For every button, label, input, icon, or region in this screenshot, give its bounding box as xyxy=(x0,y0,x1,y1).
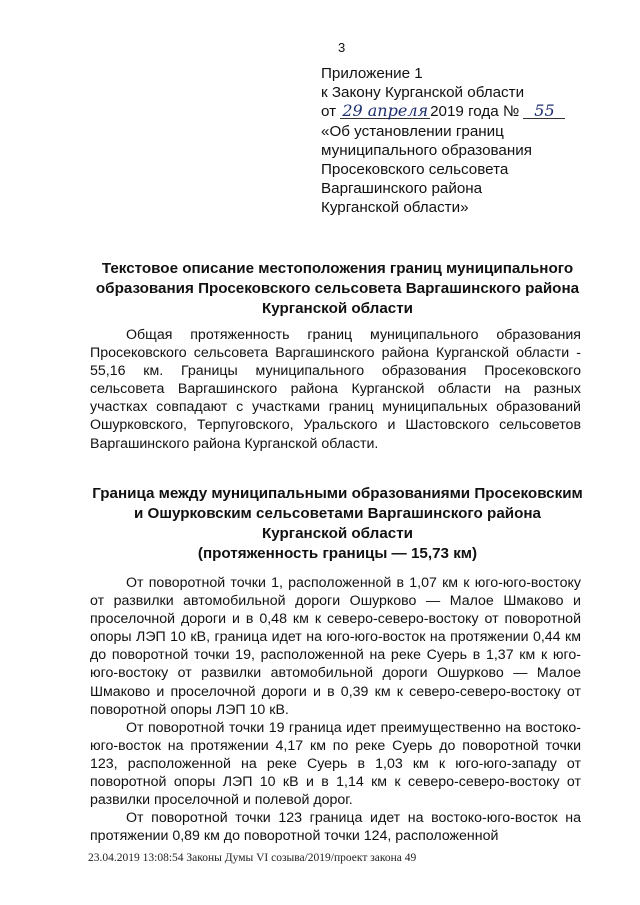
handwritten-number: 55 xyxy=(523,103,565,119)
date-suffix: 2019 года № xyxy=(430,103,520,121)
appendix-line-8: Курганской области» xyxy=(321,199,469,217)
section-body xyxy=(90,574,581,845)
section-title-line-4: (протяженность границы — 15,73 км) xyxy=(197,545,478,562)
body-paragraph: От поворотной точки 1, расположенной в 1,07 км к юго-юго-востоку от развилки автомобильной дороги Ошурково — Малое Шмаково и проселочной дороги и в 0,48 км к северо-северо-востоку от поворотной опоры ЛЭП 10 кВ, граница идет на юго-юго-восток на протяжении 0,44 км до поворотной точки 19, расположенной на реке Суерь в 1,37 км к юго-юго-востоку от развилки автомобильной дороги Ошурково — Малое Шмаково и проселочной дороги и в 0,39 км к северо-северо-востоку от поворотной опоры ЛЭП 10 кВ. xyxy=(90,575,581,718)
date-prefix: от xyxy=(321,103,337,121)
section-title xyxy=(80,484,595,564)
intro-paragraph-block xyxy=(90,326,581,453)
appendix-line-7: Варгашинского района xyxy=(321,180,483,198)
body-paragraph: От поворотной точки 123 граница идет на востоко-юго-восток на протяжении 0,89 км до поворотной точки 124, расположенной xyxy=(90,810,581,845)
appendix-line-5: муниципального образования xyxy=(321,141,532,159)
appendix-date-line xyxy=(321,102,621,121)
appendix-header xyxy=(321,64,621,218)
handwritten-date: 29 апреля xyxy=(342,101,429,121)
document-title xyxy=(80,259,595,319)
intro-paragraph: Общая протяженность границ муниципального образования Просековского сельсовета Варгашинского района Курганской области - 55,16 км. Границы муниципального образования Просековского сельсовета Варгашинского района Курганской области на разных участках совпадают с участками границ муниципальных образований Ошурковского, Терпуговского, Уральского и Шастовского сельсоветов Варгашинского района Курганской области. xyxy=(90,327,581,452)
page-footer: 23.04.2019 13:08:54 Законы Думы VI созыва/2019/проект закона 49 xyxy=(88,852,417,864)
appendix-line-2: к Закону Курганской области xyxy=(321,84,525,102)
appendix-line-1: Приложение 1 xyxy=(321,65,423,82)
appendix-line-6: Просековского сельсовета xyxy=(321,161,509,179)
body-paragraph: От поворотной точки 19 граница идет преимущественно на востоко-юго-восток на протяжении 4,17 км по реке Суерь до поворотной точки 123, расположенной на реке Суерь в 1,03 км к юго-юго-западу от поворотной опоры ЛЭП 10 кВ и в 1,14 км к северо-северо-востоку от развилки проселочной и полевой дорог. xyxy=(90,719,581,809)
page-number: 3 xyxy=(338,40,346,55)
title-line-2: образования Просековского сельсовета Варгашинского района xyxy=(95,280,580,297)
title-line-3: Курганской области xyxy=(261,300,413,317)
appendix-line-4: «Об установлении границ xyxy=(321,122,504,140)
title-line-1: Текстовое описание местоположения границ муниципального xyxy=(101,260,574,277)
section-title-line-1: Граница между муниципальными образованиями Просековским xyxy=(92,485,583,502)
section-title-line-3: Курганской области xyxy=(261,525,413,542)
section-title-line-2: и Ошурковским сельсоветами Варгашинского района xyxy=(133,505,542,522)
